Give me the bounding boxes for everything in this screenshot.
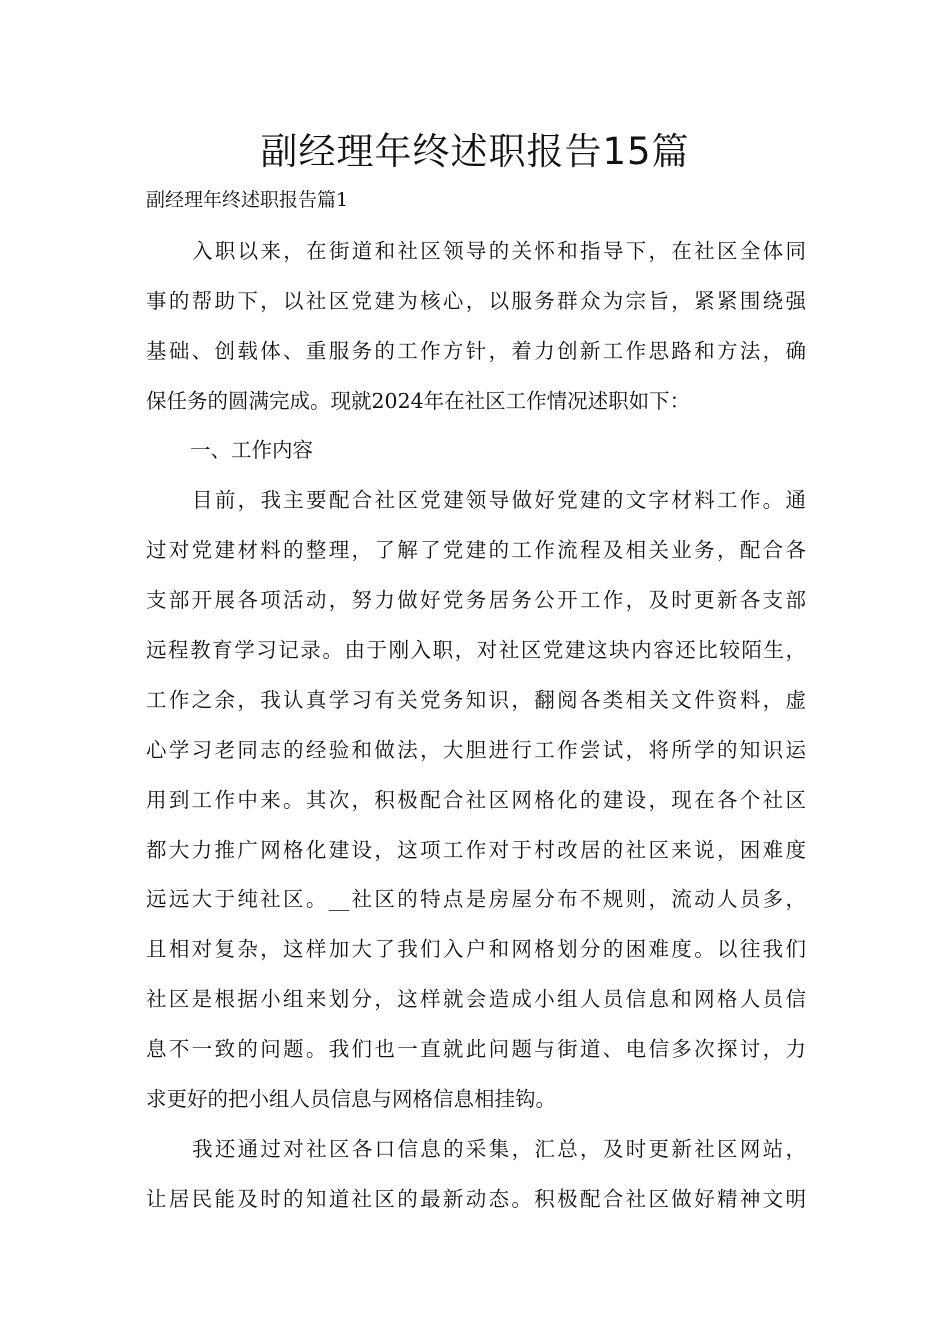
paragraph-1-line: 保任务的圆满完成。现就2024年在社区工作情况述职如下：: [146, 389, 691, 413]
paragraph-1-line: 入职以来，在街道和社区领导的关怀和指导下，在社区全体同: [192, 239, 806, 263]
paragraph-2-line: 息不一致的问题。我们也一直就此问题与街道、电信多次探讨，力: [146, 1037, 806, 1061]
document-subtitle: 副经理年终述职报告篇1: [146, 189, 349, 211]
paragraph-2-line: 过对党建材料的整理，了解了党建的工作流程及相关业务，配合各: [146, 538, 806, 562]
paragraph-2-line: 支部开展各项活动，努力做好党务居务公开工作，及时更新各支部: [146, 588, 806, 612]
paragraph-2-line: 工作之余，我认真学习有关党务知识，翻阅各类相关文件资料，虚: [146, 688, 806, 712]
paragraph-1-line: 基础、创载体、重服务的工作方针，着力创新工作思路和方法，确: [146, 339, 806, 363]
paragraph-2-line: 用到工作中来。其次，积极配合社区网格化的建设，现在各个社区: [146, 788, 806, 812]
paragraph-2-line: 远程教育学习记录。由于刚入职，对社区党建这块内容还比较陌生，: [146, 638, 806, 662]
paragraph-2-line: 求更好的把小组人员信息与网格信息相挂钩。: [146, 1087, 556, 1111]
paragraph-2-line: 目前，我主要配合社区党建领导做好党建的文字材料工作。通: [192, 488, 806, 512]
paragraph-1-line: 事的帮助下，以社区党建为核心，以服务群众为宗旨，紧紧围绕强: [146, 289, 806, 313]
paragraph-2-line: 且相对复杂，这样加大了我们入户和网格划分的困难度。以往我们: [146, 937, 806, 961]
paragraph-3-line: 我还通过对社区各口信息的采集，汇总，及时更新社区网站，: [192, 1137, 806, 1161]
section-heading: 一、工作内容: [190, 438, 313, 462]
document-title: 副经理年终述职报告15篇: [260, 130, 690, 173]
paragraph-2-line: 远远大于纯社区。__社区的特点是房屋分布不规则，流动人员多，: [146, 887, 806, 911]
paragraph-2-line: 社区是根据小组来划分，这样就会造成小组人员信息和网格人员信: [146, 987, 806, 1011]
paragraph-2-line: 都大力推广网格化建设，这项工作对于村改居的社区来说，困难度: [146, 838, 806, 862]
paragraph-2-line: 心学习老同志的经验和做法，大胆进行工作尝试，将所学的知识运: [146, 738, 806, 762]
paragraph-3-line: 让居民能及时的知道社区的最新动态。积极配合社区做好精神文明: [146, 1187, 806, 1211]
